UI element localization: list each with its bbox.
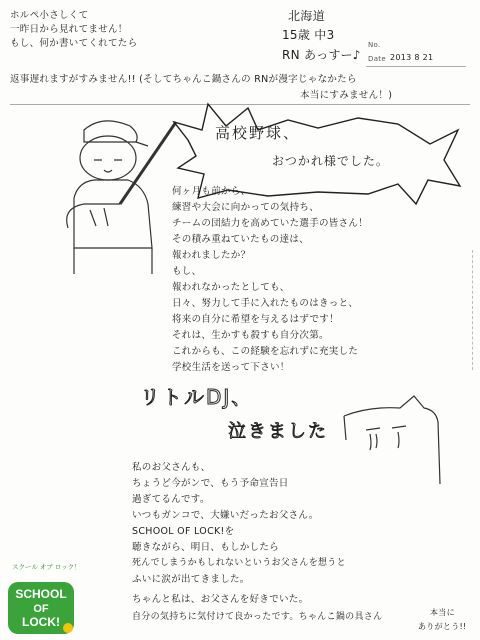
greeting-line-3: もし、何か書いてくれてたら — [10, 38, 138, 49]
closing-line-6: 聴きながら、明日、もしかしたら — [132, 542, 280, 553]
closing-line-9: ちゃんと私は、お父さんを好きでいた。 — [132, 594, 309, 605]
body-line-3: チームの団結力を高めていた選手の皆さん！ — [172, 218, 369, 229]
school-of-lock-logo — [4, 578, 78, 638]
headline-thanks: おつかれ様でした。 — [272, 154, 389, 168]
logo-text-lock: LOCK! — [22, 615, 60, 629]
body-line-4: その積み重ねていたもの達は、 — [172, 234, 309, 245]
apology-line: 返事遅れますがすみません!! (そしてちゃんこ鍋さんの RNが漫字じゃなかたら — [10, 74, 357, 85]
body-line-12: 学校生活を送って下さい！ — [172, 362, 290, 373]
fax-edge-mark — [472, 250, 474, 370]
sender-region: 北海道 — [288, 9, 325, 23]
closing-line-2: ちょうど今がンで、もう予命宣告日 — [132, 478, 289, 489]
headline-cried: 泣きました — [228, 421, 328, 442]
baseball-player-sketch — [44, 108, 184, 278]
date-underline — [366, 66, 466, 67]
sender-age: 15歳 中3 — [282, 28, 335, 42]
closing-line-3: 過ぎてるんです。 — [132, 494, 210, 505]
closing-line-1: 私のお父さんも、 — [132, 462, 211, 473]
crying-figure-sketch — [340, 392, 450, 488]
logo-text-of: OF — [33, 603, 49, 615]
body-line-11: これからも、この経験を忘れずに充実した — [172, 346, 359, 357]
no-label: No. — [368, 41, 381, 49]
headline-koshien: 高校野球、 — [215, 124, 301, 142]
body-line-8: 日々、努力して手に入れたものはきっと、 — [172, 298, 359, 309]
body-line-1: 何ヶ月も前から、 — [172, 186, 251, 197]
closing-line-5: SCHOOL OF LOCK!を — [132, 526, 235, 537]
body-line-6: もし、 — [172, 266, 202, 277]
logo-caption: スクール オブ ロック！ — [12, 563, 81, 571]
headline-little-dj: リトルDJ、 — [140, 385, 254, 409]
apology-line-2: 本当にすみません！) — [300, 90, 393, 101]
greeting-line-1: ホルペ小さしくて — [10, 10, 89, 21]
body-line-9: 将来の自分に希望を与えるはずです！ — [172, 314, 339, 325]
date-prefix: Date — [368, 55, 386, 63]
body-line-2: 練習や大会に向かっての気持ち、 — [172, 202, 320, 213]
greeting-line-2: 一昨日から見れてません！ — [10, 24, 128, 35]
closing-line-10: 自分の気持ちに気付けて良かったです。ちゃんこ鍋の具さん — [132, 612, 383, 622]
body-line-10: それは、生かすも殺すも自分次第。 — [172, 330, 329, 341]
logo-text-school: SCHOOL — [15, 587, 67, 601]
body-line-7: 報われなかったとしても、 — [172, 282, 290, 293]
closing-line-7: 死んでしまうかもしれないというお父さんを想うと — [132, 558, 346, 568]
date-value: 2013 8 21 — [390, 53, 434, 62]
sender-rn: RN あっすー♪ — [282, 48, 361, 62]
body-line-5: 報われましたか？ — [172, 250, 251, 261]
closing-line-4: いつもガンコで、大嫌いだったお父さん。 — [132, 510, 319, 521]
thanks-line-2: ありがとう!! — [418, 622, 467, 631]
closing-line-8: ふいに涙が出てきました。 — [132, 574, 250, 585]
thanks-line-1: 本当に — [430, 608, 455, 617]
